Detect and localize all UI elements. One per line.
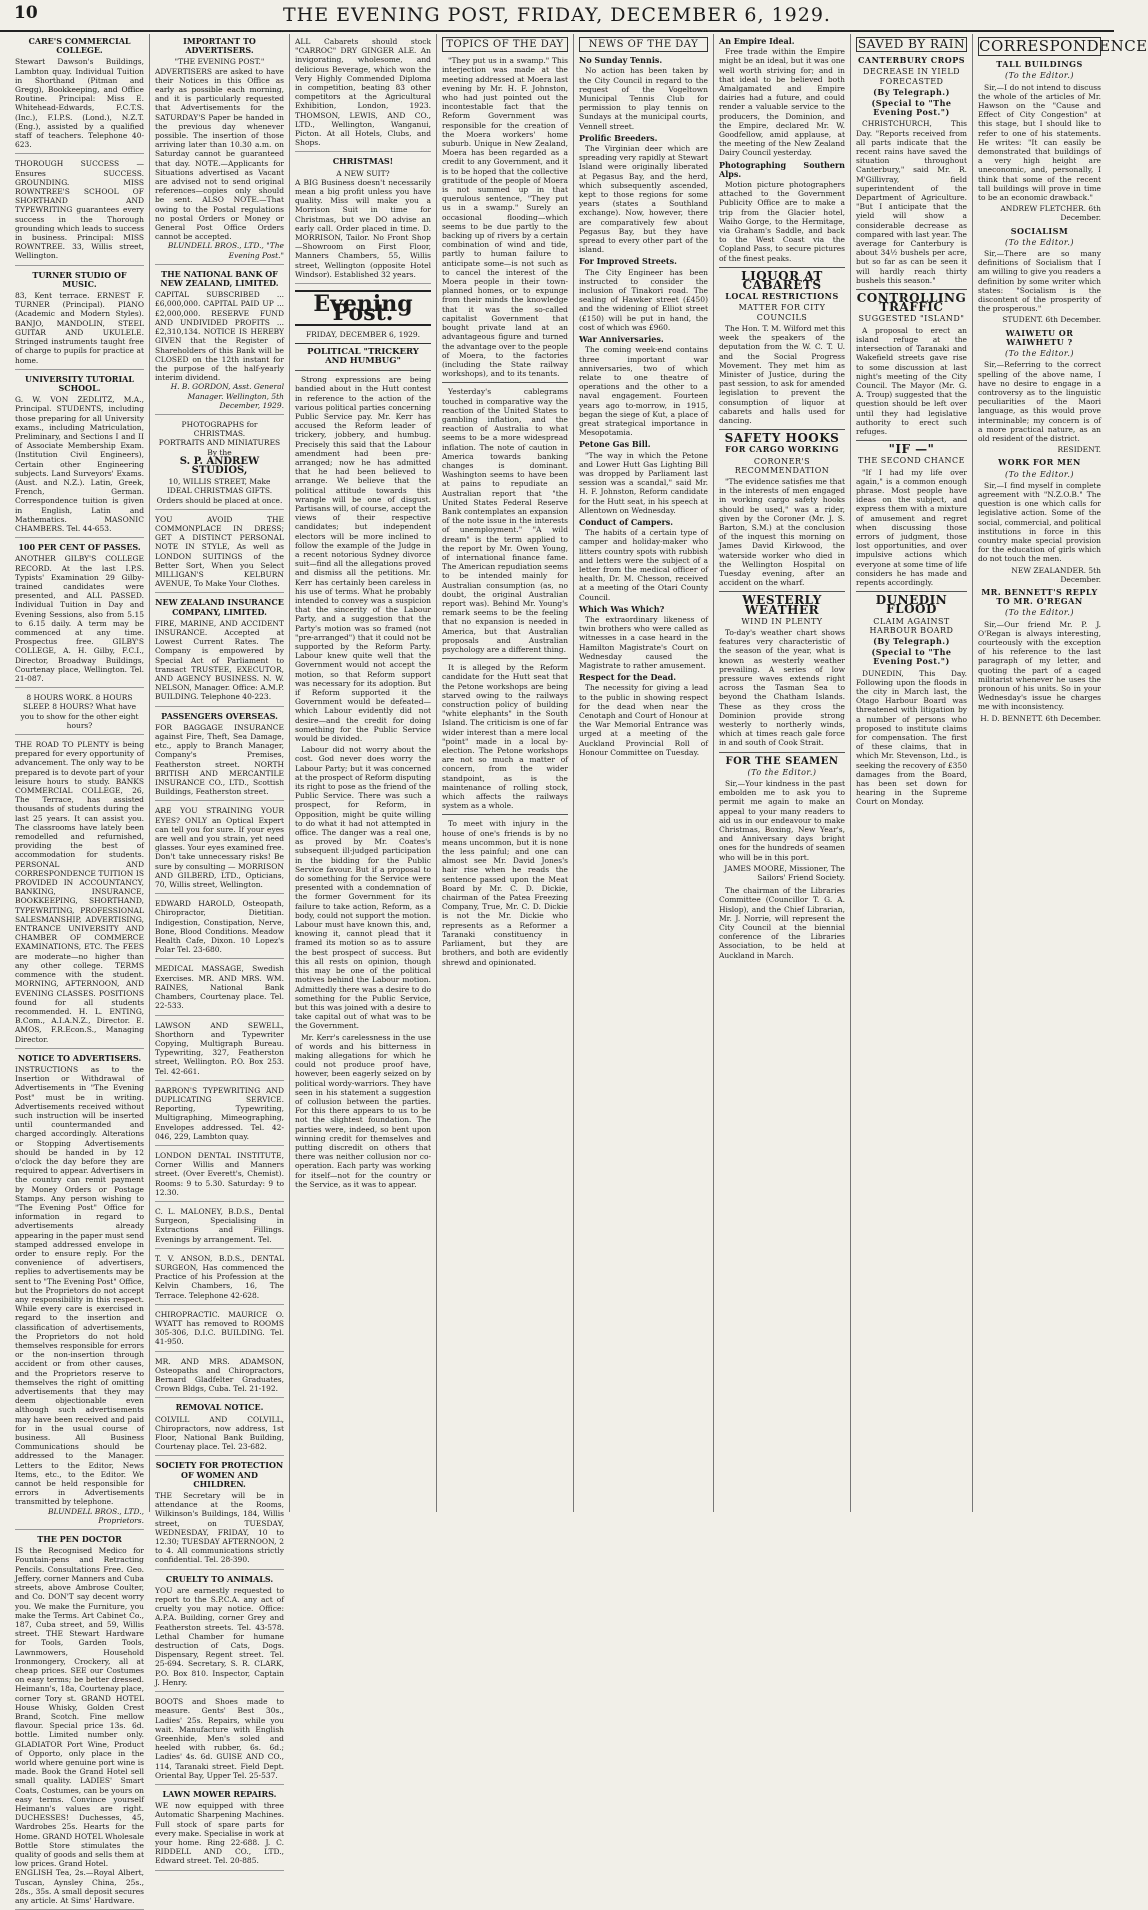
ad-tail: 10, WILLIS STREET, Make IDEAL CHRISTMAS GIFTS. Orders should be placed at once.: [156, 477, 283, 505]
ad-body: BARRON'S TYPEWRITING AND DUPLICATING SERVICE. Reporting, Typewriting, Multigraphing, Mimeographing, Envelopes addressed. Tel. 42-046, 229, Lambton quay.: [155, 1085, 284, 1141]
ad-body: ARE YOU STRAINING YOUR EYES? ONLY an Optical Expert can tell you for sure. If your eyes are well and you strain, yet need glasses. Your eyes examined free. Don't take unnecessary risks! Be sure by consulting — MORRISON AND GILBERD, LTD., Opticians, 70, Willis street, Wellington.: [155, 806, 284, 890]
ad-nz-insurance: [155, 595, 284, 706]
ad-signature: BLUNDELL BROS., LTD., Proprietors.: [47, 1506, 144, 1525]
ad-heading: UNIVERSITY TUTORIAL SCHOOL.: [24, 373, 135, 393]
article-paragraph: "The evidence satisfies me that in the interests of men engaged in working cargo safety hooks should be used," was a rider, given by the Coroner (Mr. J. S. Barton, S.M.) at the conclusion of the inquest this morning on James David Kirkwood, the waterside worker who died in the Wellington Hospital on Tuesday evening, after an accident on the wharf.: [719, 476, 845, 588]
news-paragraph: The Virginian deer which are spreading very rapidly at Stewart Island were originally liberated at Pegasus Bay, and the herd, which subsequently ascended, kept to those regions for some years (states a Southland exchange). Now, however, there are comparatively few about Pegasus Bay, but they have spread to every other part of the island.: [579, 144, 708, 255]
ad-body-tail: ENGLISH Tea, 2s.—Royal Albert, Tuscan, Aynsley China, 25s., 28s., 35s. A small deposit secures any article. At Sims' Hardware.: [15, 1868, 144, 1905]
news-subheading: Photographing Southern Alps.: [719, 159, 845, 179]
letter-heading: SOCIALISM: [1010, 225, 1069, 236]
ad-body: EDWARD HAROLD, Osteopath, Chiropractor, Dietitian. Indigestion, Constipation, Nerve, Bone, Blood Conditions. Meadow Health Cafe, Dixon. 10 Lopez's Polar Tel. 23-680.: [155, 899, 284, 955]
leader-paragraph: Strong expressions are being bandied about in the Hutt contest in reference to the action of the various political parties concerning Public Service pay. Mr. Kerr has accused the Reform leader of trickery, jobbery, and humbug. Precisely this said that the Labour amendment had been pre-arranged; now he has admitted that he had been believed to arrange. We believe that the political attitude towards this wrangle will be one of disgust. Partisans will, of course, accept the views of their respective candidates; but independent electors will be more inclined to follow the example of the Judge in a recent notorious Sydney divorce suit—find all the allegations proved and dismiss all the petitions. Mr. Kerr has certainly been careless in his use of terms. What he probably intended to convey was a suspicion that the sincerity of the Labour Party, and a suggestion that the Party's motion was so framed (not "pre-arranged") that it could not be supported by the Reform Party. Labour knew quite well that the Government would not accept the motion, so that Reform support was necessary for its adoption. But if Reform supported it the Government would be defeated—which Labour evidently did not desire—and the credit for doing something for the Public Service would be divided.: [295, 375, 431, 744]
letter-signature: NEW ZEALANDER. 5th December.: [1011, 565, 1101, 584]
ad-osteopath: [155, 896, 284, 959]
ad-london-dental: [155, 1148, 284, 1202]
ad-body: INSTRUCTIONS as to the Insertion or Withdrawal of Advertisements in "The Evening Post" must be in writing. Advertisements received without such instruction will be inserted until countermanded and charged accordingly. Alterations or Stopping Advertisements should be handed in by 12 o'clock the day before they are required to appear. Advertisers in the country can remit payment by Money Orders or Postage Stamps. Any person wishing to "The Evening Post" Office for information in regard to advertisements already appearing in the paper must send stamped addressed envelope in order to ensure reply. For the convenience of advertisers, replies to advertisements may be sent to "The Evening Post" Office, but the Proprietors do not accept any responsibility in this respect. While every care is exercised in regard to the insertion and classification of advertisements, the Proprietors do not hold themselves responsible for errors or the non-insertion through accident or from other causes, and the Proprietors reserve to themselves the right of omitting advertisements that they may deem objectionable even although such advertisements may have been received and paid for in the usual course of business. All Business Communications should be addressed to the Manager. Letters to the Editor, News Items, etc., to the Editor. We cannot be held responsible for errors in Advertisements transmitted by telephone.: [15, 1064, 144, 1507]
letter-salutation: (To the Editor.): [1005, 237, 1074, 247]
ad-body: YOU AVOID THE COMMONPLACE IN DRESS; GET A DISTINCT PERSONAL NOTE IN STYLE, As well as LONDON SUITINGS of the Better Sort, When you Select MILLIGAN'S KELBURN AVENUE, To Make Your Clothes.: [155, 514, 284, 589]
letter-salutation: (To the Editor.): [1005, 608, 1074, 618]
telegraph-line: (By Telegraph.): [873, 635, 950, 646]
news-subheading: Prolific Breeders.: [579, 132, 658, 143]
ad-anson-dental: [155, 1251, 284, 1305]
ad-opticians: [155, 803, 284, 894]
ad-body: Stewart Dawson's Buildings, Lambton quay. Individual Tuition in Shorthand (Pitman and Gregg), Bookkeeping, and Office Routine. Principal: Miss E. Whitehead-Edwards, F.C.T.S. (Inc.), F.I.P.S. (Lond.), N.Z.T. (Eng.), assisted by a qualified staff of teachers. Telephone 40-623.: [15, 57, 144, 150]
column-4-topics: [437, 34, 574, 1512]
subheadline: DECREASE IN YIELD FORECASTED: [862, 67, 961, 86]
letter-signature: H. D. BENNETT. 6th December.: [980, 713, 1101, 723]
ad-body: FOR BAGGAGE INSURANCE against Fire, Theft, Sea Damage, etc., apply to Branch Manager, Company's Premises, Featherston street. NORTH BRITISH AND MERCANTILE INSURANCE CO., LTD., Scottish Buildings, Featherston street.: [155, 722, 284, 797]
news-paragraph: No action has been taken by the City Council in regard to the request of the Vogeltown Municipal Tennis Club for permission to play tennis on Sundays at the municipal courts, Vennell street.: [579, 66, 708, 131]
ad-maloney-dental: [155, 1204, 284, 1249]
ad-heading: CHRISTMAS!: [332, 156, 394, 167]
ad-signature: H. B. GORDON, Asst. General Manager. Wellington, 5th December, 1929.: [170, 382, 284, 410]
column-7-news: [851, 34, 973, 1512]
subheadline: FOR CARGO WORKING: [725, 444, 839, 455]
ad-heading: SOCIETY FOR PROTECTION OF WOMEN AND CHILDREN.: [155, 1460, 284, 1489]
ad-body: PORTRAITS AND MINIATURES By the: [158, 438, 281, 457]
masthead: [0, 0, 1114, 32]
ad-body: ALL Cabarets should stock "CARROC" DRY GINGER ALE. An invigorating, wholesome, and delicious Beverage, which won the Very Highly Commended Diploma in competition, beating 83 other competitors at the Agricultural Exhibition, London, 1923. THOMSON, LEWIS, AND CO., LTD., Wellington, Wanganui, Picton. At all Hotels, Clubs, and Shops.: [295, 37, 431, 148]
ad-signature: BLUNDELL BROS., LTD., "The Evening Post.": [167, 241, 284, 260]
ad-body: CHIROPRACTIC. MAURICE O. WYATT has removed to ROOMS 305-306, D.I.C. BUILDING. Tel. 41-950.: [155, 1309, 284, 1347]
ad-small-classifieds: [15, 1532, 144, 1910]
ad-national-bank: [155, 267, 284, 415]
ad-body: C. L. MALONEY, B.D.S., Dental Surgeon, Specialising in Extractions and Fillings. Evenings by arrangement. Tel.: [155, 1206, 284, 1244]
news-paragraph: Motion picture photographers attached to the Government Publicity Office are to make a trip from the Glacier hotel, Waiho Gorge, to the Hermitage, via Graham's Saddle, and back to the West Coast via the Copland Pass, to secure pictures of the finest peaks.: [719, 180, 845, 263]
letter-signature: STUDENT. 6th December.: [1002, 315, 1101, 325]
divider: [295, 370, 431, 371]
subheadline: THE SECOND CHANCE: [858, 456, 965, 466]
ad-turner-studio: [15, 268, 144, 370]
ad-heading: 100 PER CENT OF PASSES.: [18, 542, 141, 553]
ad-passengers-overseas: [155, 709, 284, 802]
letter-paragraph: Sir,—Referring to the correct spelling of the above name, I have no desire to engage in a controversy as to the linguistic peculiarities of the Maori language, as this would prove interminable; my concern is of a more practical nature, as an old resident of the district.: [978, 360, 1101, 443]
divider: [719, 752, 845, 753]
news-subheading: War Anniversaries.: [579, 334, 664, 345]
ad-heading: NEW ZEALAND INSURANCE COMPANY, LIMITED.: [155, 597, 284, 617]
ad-lawn-mower: [155, 1787, 284, 1871]
headline-traffic: CONTROLLING TRAFFIC: [856, 291, 967, 315]
ad-society-protection: [155, 1458, 284, 1569]
ad-cares-college: [15, 34, 144, 154]
article-paragraph: "If I had my life over again," is a common enough phrase. Most people have ideas on the subject, and express them with a mixture of amusement and regret when discussing those errors of judgment, those lost opportunities, and over impulsive actions which everyone at some time of life considers he has made and repents accordingly.: [856, 467, 967, 587]
subheadline: SUGGESTED "ISLAND": [858, 314, 965, 324]
ad-subheading: A NEW SUIT?: [336, 168, 390, 178]
ad-heading: PASSENGERS OVERSEAS.: [161, 710, 278, 721]
ad-body: IS the Recognised Medico for Fountain-pens and Retracting Pencils. Consultations Free. Geo. Jeffery, corner Manners and Cuba streets, above Ambrose Coulter, and Co. DON'T say decent worry you. We make the Furniture, you make the Terms. Art Cabinet Co., 187, Cuba street, and 59, Willis street. THE Stewart Hardware for Tools, Garden Tools, Lawnmowers, Household Ironmongery, Crockery, all at cheap prices. SEE our Costumes on easy terms; be better dressed. Heimann's, 18a, Courtenay place, corner Tory st. GRAND HOTEL House Whisky, Golden Crest Brand, Scotch. Fine mellow flavour. Special price 13s. 6d. bottle. Limited number only. GLADIATOR Port Wine, Product of Opporto, only place in the world where genuine port wine is made. Book the Grand Hotel sell small quality. LADIES' Smart Coats, Costumes, can be yours on easy terms. Convince yourself Heimann's values are right. DUCHESSES! Duchesses, 45, Wardrobes 25s. Hearts for the Home. GRAND HOTEL Wholesale Bottle Store stimulates the quality of goods and sells them at low prices. Grand Hotel.: [15, 1546, 144, 1869]
ad-milligans: [155, 512, 284, 594]
page-number: 10: [14, 3, 38, 23]
ad-heading: CARE'S COMMERCIAL COLLEGE.: [28, 36, 131, 56]
ad-important-to-advertisers: [155, 34, 284, 265]
ad-university-tutorial: [15, 372, 144, 538]
column-2-classified: [150, 34, 290, 1866]
column-1-classified: [10, 34, 150, 1905]
ad-body: T. V. ANSON, B.D.S., DENTAL SURGEON, Has commenced the Practice of his Profession at the Kelvin Chambers, 16, The Terrace. Telephone 42-628.: [155, 1253, 284, 1300]
letter-heading: MR. BENNETT'S REPLY TO MR. O'REGAN: [981, 586, 1098, 607]
newspaper-nameplate: Evening Post.: [295, 290, 431, 326]
column-6-news: [714, 34, 851, 1512]
topic-paragraph: It is alleged by the Reform candidate for the Hutt seat that the Petone workshops are being starved owing to the railways construction policy of building "white elephants" in the South Island. The criticism is one of far wider interest than a mere local "point" made in a local by-election. The Petone workshops are not so much a matter of concern, from the wider standpoint, as is the maintenance of rolling stock, which affects the railways system as a whole.: [442, 663, 568, 811]
ad-heading: CRUELTY TO ANIMALS.: [165, 1573, 274, 1584]
ad-eight-hours: [15, 690, 144, 735]
news-subheading: Which Was Which?: [579, 603, 665, 614]
ad-adamson: [155, 1354, 284, 1399]
article-paragraph: DUNEDIN, This Day. Following upon the floods in the city in March last, the Otago Harbour Board was threatened with litigation by a number of persons who proposed to institute claims for compensation. The first of these claims, that in which Mr. Stevenson, Ltd., is seeking the recovery of £350 damages from the Board, has been set down for hearing in the Supreme Court on Monday.: [856, 668, 967, 807]
article-paragraph: Sir,—Your kindness in the past embolden me to ask you to permit me again to make an appeal to your many readers to aid us in our endeavour to make Christmas, Boxing, New Year's, and Anniversary days bright ones for the hundreds of seamen who will be in this port.: [719, 779, 845, 862]
letter-paragraph: Sir,—Our friend Mr. P. J. O'Regan is always interesting, courteously with the exception of his reference to the last paragraph of my letter, and quoting the part of a caged militarist whenever he uses the pronoun of his units. So in your Wednesday's issue he charges me with inconsistency.: [978, 619, 1101, 712]
article-paragraph: To-day's weather chart shows features very characteristic of the season of the year, what is known as westerly weather prevailing. A series of low pressure waves extends right across the Tasman Sea to beyond the Chatham Islands. These as they cross the Dominion provide strong westerly to northerly winds, which at times reach gale force in and south of Cook Strait.: [719, 627, 845, 748]
topic-paragraph: To meet with injury in the house of one's friends is by no means uncommon, but it is none the less painful; and one can almost see Mr. David Jones's hair rise when he reads the sentence passed upon the Meat Board by Mr. C. D. Dickie, chairman of the Patea Freezing Company, True, Mr. C. D. Dickie is not the Mr. Dickie who represents as a Reformer a Taranaki constituency in Parliament, but they are brothers, and both are evidently shrewd and opinionated.: [442, 819, 568, 967]
section-heading-topics: TOPICS OF THE DAY: [442, 37, 568, 52]
ad-boots-shoes: [155, 1694, 284, 1785]
ad-body: COLVILL AND COLVILL, Chiropractors, now address, 1st Floor, National Bank Building, Courtenay place. Tel. 23-682.: [155, 1414, 284, 1452]
ad-rowntree-school: [15, 156, 144, 265]
ad-heading: THE PEN DOCTOR: [37, 1534, 122, 1545]
divider: [856, 289, 967, 290]
leader-paragraph: Mr. Kerr's carelessness in the use of words and his bitterness in making allegations for which he could not produce proof have, however, been eagerly seized on by political wordy-warriors. They have seen in his statement a suggestion of collusion between the parties. For this there appears to us to be not the slightest foundation. The parties were, indeed, so bent upon winning credit for themselves and putting discredit on others that there was neither collusion nor co-operation. Each party was working for itself—not for the country or the Service, as it was to appear.: [295, 1032, 431, 1189]
article-paragraph: A proposal to erect an island refuge at the intersection of Taranaki and Wakefield streets gave rise to some discussion at last night's meeting of the City Council. The Mayor (Mr. G. A. Troup) suggested that the question should be left over until they had legislative authority to erect such refuges.: [856, 325, 967, 436]
ad-studio-name: S. P. ANDREW STUDIOS,: [179, 455, 260, 476]
ad-andrew-studios: [155, 417, 284, 510]
ad-body: 83, Kent terrace. ERNEST F. TURNER (Principal). PIANO (Academic and Modern Styles). BANJO, MANDOLIN, STEEL GUITAR AND UKULELE. Stringed instruments taught free of charge to pupils for practice at home.: [15, 291, 144, 365]
ad-body: YOU are earnestly requested to report to the S.P.C.A. any act of cruelty you may notice. Office: A.P.A. Building, corner Grey and Featherston streets. Tel. 43-578. Lethal Chamber for humane destruction of Cats, Dogs. Dispensary, Regent street. Tel. 25-694. Secretary, S. R. CLARK, P.O. Box 810. Inspector, Captain J. Henry.: [155, 1585, 284, 1687]
letter-signature: RESIDENT.: [1057, 445, 1101, 455]
ad-heading: REMOVAL NOTICE.: [175, 1402, 264, 1413]
ad-heading: PHOTOGRAPHS for CHRISTMAS.: [181, 419, 258, 439]
news-subheading: No Sunday Tennis.: [579, 55, 663, 66]
ad-body: ADVERTISERS are asked to have their Notices in this Office as early as possible each morning, and it is particularly requested that Advertisements for the SATURDAY'S Paper be handed in the previous day whenever possible. The insertion of those arriving later than 10.30 a.m. on Saturday cannot be guaranteed that day. NOTE.—Applicants for Situations advertised as Vacant are advised not to send original references—copies only should be sent. ALSO NOTE.—That owing to the Postal regulations no postal Orders or Money or General Post Office Orders cannot be accepted.: [155, 66, 284, 242]
newspaper-title: THE EVENING POST, FRIDAY, DECEMBER 6, 1929.: [283, 4, 831, 26]
divider: [442, 382, 568, 383]
subheadline: (To the Editor.): [747, 767, 817, 777]
letter-signature: ANDREW FLETCHER. 6th December.: [1000, 204, 1101, 223]
headline-dunedin-flood: DUNEDIN FLOOD: [875, 593, 948, 617]
letter-salutation: (To the Editor.): [1005, 469, 1074, 479]
news-paragraph: The City Engineer has been instructed to consider the inclusion of Tinakori road. The sealing of Hawker street (£450) and the widening of Elliot street (£150) will be put in hand, the cost of which was £960.: [579, 267, 708, 332]
section-heading-news: NEWS OF THE DAY: [579, 37, 708, 52]
letter-heading: WORK FOR MEN: [998, 457, 1081, 468]
ad-body: THOROUGH SUCCESS — Ensures SUCCESS. GROUNDING. MISS ROWNTREE'S SCHOOL OF SHORTHAND AND TYPEWRITING guarantees every success in the Thorough grounding which leads to success in business. Principal: MISS ROWNTREE. 33, Willis street, Wellington.: [15, 159, 144, 261]
column-8-correspondence: [973, 34, 1148, 1512]
letter-heading: WAIWETU OR WAIWHETU ?: [1005, 327, 1074, 347]
ad-body: LONDON DENTAL INSTITUTE, Corner Willis and Manners street. (Over Everett's, Chemist). Rooms: 9 to 5.30. Saturday: 9 to 12.30.: [155, 1150, 284, 1197]
topic-paragraph: Yesterday's cablegrams touched in comparative way the reaction of the United States to gambling inflation, and the reaction of Australia to what seems to be a more widespread inflation. The note of caution in America towards banking changes is dominant. Washington seems to have been at pains to repudiate an Australian report that "the United States Federal Reserve Bank contemplates an expansion of the note issue in the interests of unemployment." "A wild dream" is the term applied to the report by Mr. Owen Young, of international finance fame. The American repudiation seems to be intended mainly for Australian consumption (as, no doubt, the original Australian report was). Behind Mr. Young's remark seems to be the feeling that no expansion is needed in America, but that Australian proposals and Australian psychology are a different thing.: [442, 387, 568, 654]
letter-salutation: (To the Editor.): [1005, 349, 1074, 359]
headline-saved-by-rain: SAVED BY RAIN: [856, 37, 967, 52]
ad-heading: LAWN MOWER REPAIRS.: [162, 1788, 277, 1799]
news-paragraph: The habits of a certain type of camper and holiday-maker who litters country spots with rubbish and letters were the subject of a letter from the medical officer of health, Dr. M. Chesson, received at a meeting of the Otari County Council.: [579, 528, 708, 602]
ad-heading: NOTICE TO ADVERTISERS.: [17, 1052, 142, 1063]
divider: [719, 267, 845, 268]
headline-safety-hooks: SAFETY HOOKS: [724, 431, 840, 446]
subheadline: CORONER'S RECOMMENDATION: [734, 456, 830, 475]
divider: [442, 814, 568, 815]
ad-barrons-typewriting: [155, 1083, 284, 1146]
letter-signature: JAMES MOORE, Missioner, The Sailors' Friend Society.: [724, 863, 845, 883]
news-paragraph: The extraordinary likeness of twin brothers who were called as witnesses in a case heard in the Hamilton Magistrate's Court on Wednesday caused the Magistrate to rather amusement.: [579, 614, 708, 670]
ad-heading: THE NATIONAL BANK OF NEW ZEALAND, LIMITED.: [160, 268, 279, 289]
ad-chiropractic: [155, 1307, 284, 1352]
news-subheading: An Empire Ideal.: [719, 36, 795, 46]
article-paragraph: The Hon. T. M. Wilford met this week the speakers of the deputation from the W. C. T. U. and the Social Progress Movement. They met him as Minister of Justice, during the past session, to ask for amended legislation to prevent the consumption of liquor at cabarets and halls used for dancing.: [719, 323, 845, 425]
subheadline: WIND IN PLENTY: [741, 616, 823, 626]
ad-heading: IMPORTANT TO ADVERTISERS.: [183, 36, 256, 56]
divider: [442, 658, 568, 659]
section-heading-correspondence: CORRESPONDENCE: [979, 37, 1148, 55]
headline-liquor: LIQUOR AT CABARETS: [741, 268, 823, 293]
subheadline: CANTERBURY CROPS: [858, 55, 965, 66]
ad-body: MEDICAL MASSAGE, Swedish Exercises. MR. AND MRS. WM. RAINES, National Bank Chambers, Courtenay place. Tel. 22-533.: [155, 964, 284, 1011]
newspaper-columns: [10, 34, 1148, 1905]
headline-weather: WESTERLY WEATHER: [742, 593, 822, 617]
leader-headline: POLITICAL "TRICKERY AND HUMBUG": [307, 346, 419, 366]
ad-body: BOOTS and Shoes made to measure. Gents' Best 30s., Ladies' 25s. Repairs, while you wait. Manufacture with English Greenhide, Men's soled and heeled with rubber, 6s. 6d.; Ladies' 4s. 6d. GUISE AND CO., 114, Taranaki street. Field Dept. Oriental Bay, Upper Tel. 25-537.: [155, 1697, 284, 1780]
ad-removal-notice: [155, 1400, 284, 1456]
telegraph-line: (Special to "The Evening Post."): [871, 98, 952, 118]
ad-body: G. W. VON ZEDLITZ, M.A., Principal. STUDENTS, including those preparing for all University exams., including Matriculation, Preliminary, and Sections I and II of Associate Membership Exam. (Institution Civil Engineers), Certain other Engineering subjects. Land Surveyors' Exams. (Aust. and N.Z.). Latin, Greek, French, German. Correspondence tuition is given in English, Latin and Mathematics. MASONIC CHAMBERS. Tel. 44-653.: [15, 395, 144, 533]
divider: [856, 440, 967, 441]
letter-salutation: (To the Editor.): [1005, 71, 1074, 81]
ad-body: LAWSON AND SEWELL, Shorthorn and Typewriter Copying, Multigraph Bureau. Typewriting, 327, Featherston street, Wellington. P.O. Box 253. Tel. 42-661.: [155, 1020, 284, 1076]
ad-carroc-ginger-ale: [295, 34, 431, 152]
ad-cruelty-animals: [155, 1572, 284, 1692]
ad-body: A BIG Business doesn't necessarily mean a big profit unless you have quality. Miss will make you a Morrison Suit in time for Christmas, but we DO advise an early call. Order placed in time. D. MORRISON, Tailor. No Front Shop—Showroom on First Floor, Manners Chambers, 55, Willis street, Wellington (opposite Hotel Windsor). Established 32 years.: [295, 177, 431, 279]
news-subheading: Petone Gas Bill.: [579, 439, 651, 450]
ad-lawson-sewell: [155, 1018, 284, 1081]
ad-body: WE now equipped with three Automatic Sharpening Machines. Full stock of spare parts for every make. Specialise in work at your home. Ring 22-688. J. C. RIDDELL AND CO., LTD., Edward street. Tel. 20-885.: [155, 1801, 284, 1866]
ad-body: CAPITAL SUBSCRIBED ... £6,000,000. CAPITAL PAID UP ... £2,000,000. RESERVE FUND AND UNDIVIDED PROFITS ... £2,310,134. NOTICE IS HEREBY GIVEN that the Register of Shareholders of this Bank will be CLOSED on the 12th instant for the purpose of the half-yearly interim dividend.: [155, 290, 284, 383]
ad-body: THE Secretary will be in attendance at the Rooms, Wilkinson's Buildings, 184, Willis street, on TUESDAY, WEDNESDAY, FRIDAY, 10 to 12.30; TUESDAY AFTERNOON, 2 to 4. All communications strictly confidential. Tel. 28-390.: [155, 1491, 284, 1565]
letter-paragraph: Sir,—There are so many definitions of Socialism that I am willing to give you readers a definition by some writer which states: "Socialism is the discontent of the prosperity of the prosperous.": [978, 249, 1101, 314]
ad-medical-massage: [155, 961, 284, 1015]
ad-morrison-tailor: [295, 154, 431, 284]
ad-banks-college: [15, 737, 144, 1049]
news-subheading: For Improved Streets.: [579, 256, 677, 267]
leader-paragraph: Labour did not worry about the cost. God never does worry the Labour Party; but it was concerned at the prospect of Reform disputing its right to pose as the friend of the Public Service. There was such a prospect, for Reform, in Opposition, might be quite willing to do what it had not attempted in office. The danger was a real one, as proved by Mr. Coates's subsequent ill-judged participation in the bidding for the Public Service favour. But if a proposal to do something for the Service were presented with a condemnation of the former Government for its failure to take action, Reform, as a body, could not support the motion. Labour must have known this, and, knowing it, cannot plead that it framed its motion so as to assure the best prospect of success. But this all rests on opinion, though this may be one of the political motives behind the Labour motion. Admittedly there was a desire to do something for the Public Service, but this was joined with a desire to take capital out of what was to be the Government.: [295, 745, 431, 1031]
article-paragraph: CHRISTCHURCH, This Day. "Reports received from all parts indicate that the recent rains have saved the situation throughout Canterbury," said Mr. R. M'Gillivray, field superintendent of the Department of Agriculture. "But I anticipate that the yield will show a considerable decrease as compared with last year. The average for Canterbury is about 34½ bushels per acre, but so far as can be seen it will hardly reach thirty bushels this season.": [856, 119, 967, 285]
telegraph-line: (By Telegraph.): [873, 86, 950, 97]
ad-body: ANOTHER GILBY'S COLLEGE RECORD. At the last I.P.S. Typists' Examination 29 Gilby-trained candidates were presented, and ALL PASSED. Individual Tuition in Day and Evening Sessions, also from 5.15 to 6.15 daily. A term may be commenced at any time. Prospectus free. GILBY'S COLLEGE, A. H. Gilby, F.C.I., Director, Broadway Buildings, Courtenay place, Wellington. Tel. 21-087.: [15, 554, 144, 683]
headline-if: "IF —": [888, 442, 935, 457]
column-5-news: [574, 34, 714, 1512]
article-paragraph: The chairman of the Libraries Committee (Councillor T. G. A. Hislop), and the Chief Librarian, Mr. J. Norrie, will represent the City Council at the biennial conference of the Libraries Association, to be held at Auckland in March.: [719, 886, 845, 960]
letter-paragraph: Sir,—I find myself in complete agreement with "N.Z.O.B." The question is one which calls for legislative action. Some of the social, commercial, and political institutions in force in this country make special provision for the education of girls which do not touch the men.: [978, 480, 1101, 564]
subheadline: MATTER FOR CITY COUNCILS: [738, 303, 826, 322]
topic-paragraph: "They put us in a swamp." This interjection was made at the meeting addressed at Moera last evening by Mr. H. F. Johnston, who had just pointed out the incontestable fact that the Reform Government was responsible for the creation of the Moera workers' home suburb. Unique in New Zealand, Moera has been regarded as a credit to any Government, and it is to be hoped that the collective gratitude of the people of Moera is not summed up in that querulous sentence, "They put us in a swamp." Surely an occasional flooding—which seems to be due partly to the backing up of rivers by a certain combination of wind and tide, partly to human failure to anticipate some—is not such as to cancel the interest of the Moera people in their town-planned homes, or to expunge from their minds the knowledge that it was the so-called capitalist Government that bought private land at an advantageous figure and turned the advantage over to the people of Moera, to the factories (including the State railway workshops), and to its tenants.: [442, 56, 568, 379]
news-paragraph: The necessity for giving a lead to the public in showing respect for the dead when near the Cenotaph and Court of Honour at the War Memorial Entrance was urged at a meeting of the Auckland Provincial Roll of Honour Committee on Tuesday.: [579, 683, 708, 757]
ad-body: MR. AND MRS. ADAMSON, Osteopaths and Chiropractors, Bernard Gladfelter Graduates, Crown Bldgs, Cuba. Tel. 21-192.: [155, 1356, 284, 1394]
divider: [719, 591, 845, 592]
letter-paragraph: Sir,—I do not intend to discuss the whole of the articles of Mr. Hawson on the "Cause and Effect of City Congestion" at this stage, but I should like to refer to one of his statements. He writes: "It can easily be demonstrated that buildings of a very high height are uneconomic, and, personally, I think that some of the recent tall buildings will prove in time to be an economic drawback.": [978, 82, 1101, 203]
ad-subheading: "THE EVENING POST.": [174, 57, 265, 67]
divider: [719, 429, 845, 430]
ad-body: THE ROAD TO PLENTY is being prepared for every opportunity of advancement. The only way to be prepared is to devote part of your leisure hours to study. BANKS COMMERCIAL COLLEGE, 26, The Terrace, has assisted thousands of students during the last 25 years. It can assist you. The classrooms have lately been remodelled and refurnished, providing the best of accommodation for students. PERSONAL AND CORRESPONDENCE TUITION IS PROVIDED IN ACCOUNTANCY, BANKING, INSURANCE, BOOKKEEPING, SHORTHAND, TYPEWRITING, PROFESSIONAL SALESMANSHIP, ADVERTISING, ENTRANCE UNIVERSITY AND CHAMBER OF COMMERCE EXAMINATIONS, ETC. The FEES are moderate—no higher than any other college. TERMS commence with the student. MORNING, AFTERNOON, AND EVENING CLASSES. POSITIONS found for all students recommended. H. L. ENTING, B.Com., A.I.A.N.Z., Director. E. AMOS, F.R.Econ.S., Managing Director.: [15, 740, 144, 1044]
news-subheading: Conduct of Campers.: [579, 516, 674, 527]
divider: [856, 591, 967, 592]
letter-heading: TALL BUILDINGS: [996, 59, 1083, 70]
news-paragraph: Free trade within the Empire might be an ideal, but it was one well worth striving for; and in that ideal to be believed both Amalgamated and Empire dairies had a future, and could render a valuable service to the producers, the Dominion, and the Empire, declared Mr. W. Goodfellow, amid applause, at the meeting of the New Zealand Dairy Council yesterday.: [719, 47, 845, 158]
column-3-editorial: [290, 34, 437, 1512]
ad-notice-to-advertisers: [15, 1051, 144, 1530]
news-paragraph: The coming week-end contains three important war anniversaries, two of which relate to one theatre of operations and the other to a naval engagement. Fourteen years ago to-morrow, in 1915, began the siege of Kut, a place of great strategical importance in Mesopotamia.: [579, 345, 708, 438]
ad-gilbys-college: [15, 540, 144, 688]
subheadline: CLAIM AGAINST HARBOUR BOARD: [869, 616, 954, 635]
news-subheading: Respect for the Dead.: [579, 672, 677, 683]
ad-heading: TURNER STUDIO OF MUSIC.: [32, 269, 127, 289]
ad-body: FIRE, MARINE, AND ACCIDENT INSURANCE. Accepted at Lowest Current Rates. The Company is empowered by Special Act of Parliament to transact TRUSTEE, EXECUTOR, AND AGENCY BUSINESS. N. W. NELSON, Manager. Office: A.M.P. BUILDING. Telephone 40-223.: [155, 618, 284, 702]
subheadline: LOCAL RESTRICTIONS: [725, 291, 839, 302]
ad-body: 8 HOURS WORK. 8 HOURS SLEEP. 8 HOURS? What have you to show for the other eight hours?: [20, 693, 139, 730]
dateline: FRIDAY, DECEMBER 6, 1929.: [295, 330, 431, 343]
telegraph-line: (Special to "The Evening Post."): [871, 647, 952, 667]
headline-seamen: FOR THE SEAMEN: [725, 755, 839, 767]
news-paragraph: "The way in which the Petone and Lower Hutt Gas Lighting Bill was dropped by Parliament last session was a scandal," said Mr. H. F. Johnston, Reform candidate for the Hutt seat, in his speech at Allentown on Wednesday.: [579, 450, 708, 515]
